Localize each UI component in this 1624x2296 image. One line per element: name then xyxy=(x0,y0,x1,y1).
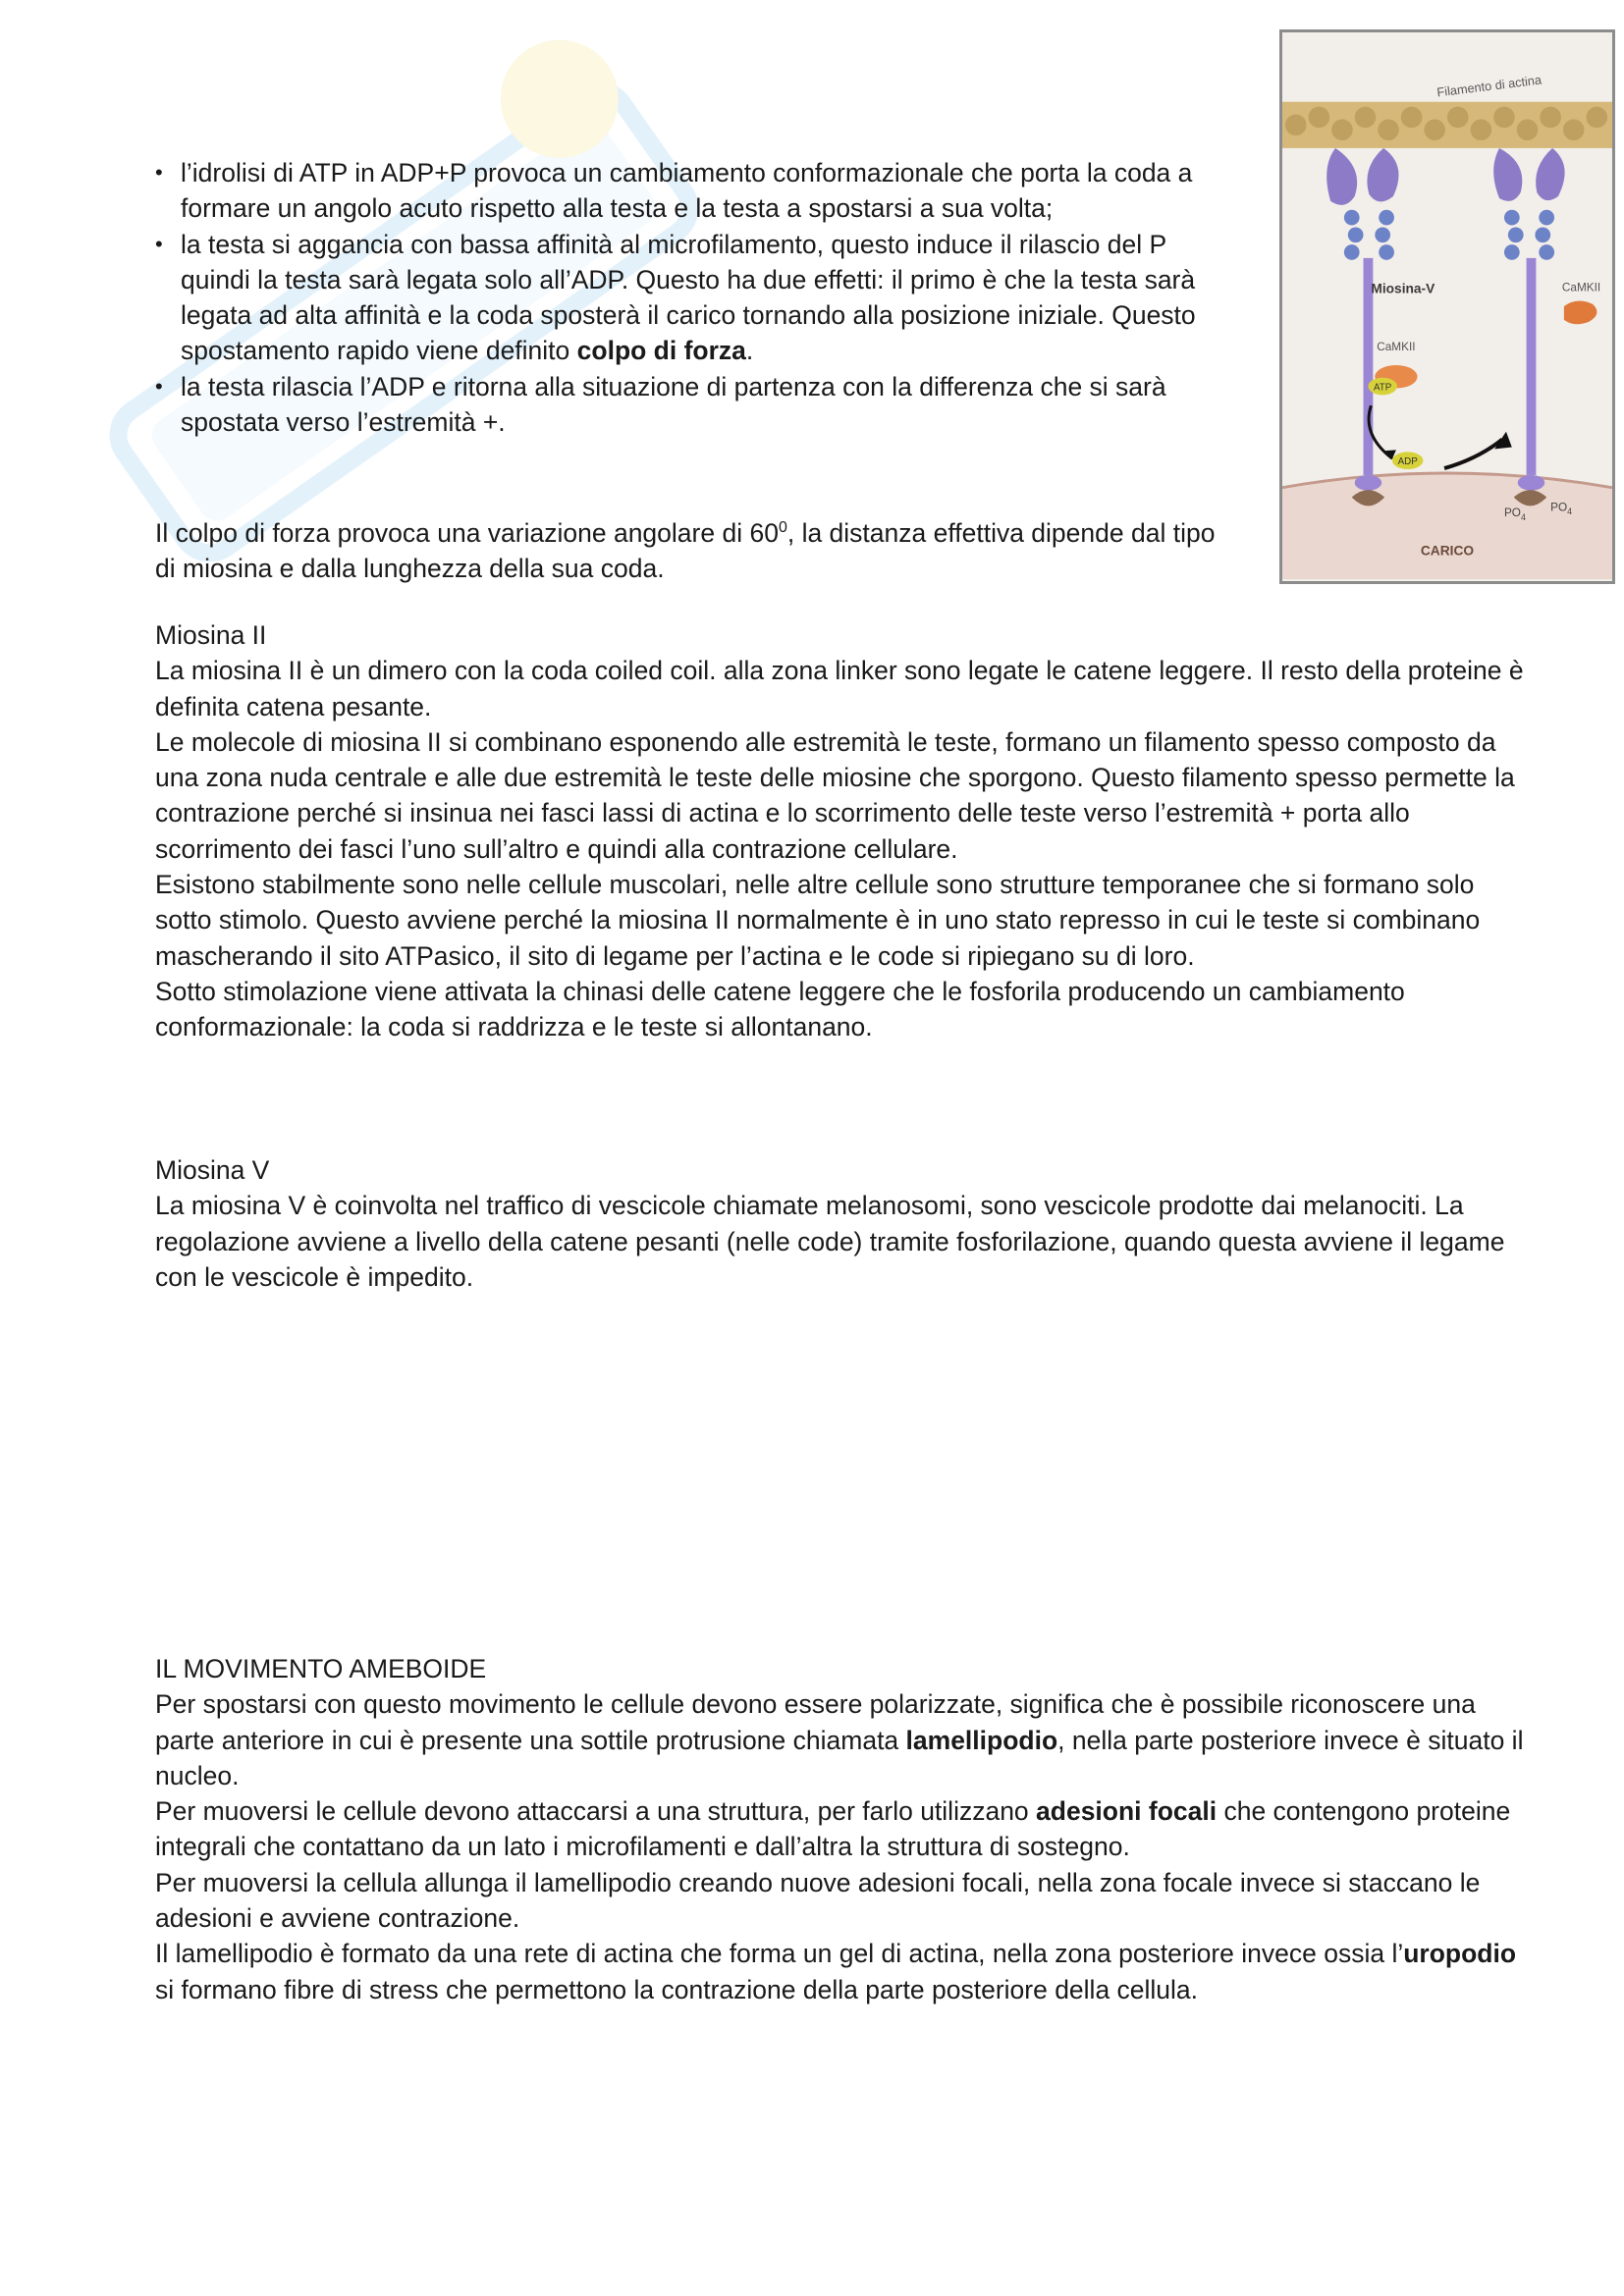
po4-right-label: $PO_4$ xyxy=(1550,501,1573,517)
paragraph: Esistono stabilmente sono nelle cellule muscolari, nelle altre cellule sono strutture temporanee che si formano solo sotto stimolo. Questo avviene perché la miosina II normalmente è in uno stato represso in cui le teste si combinano mascherando il sito ATPasico, il sito di legame per l’actina e le code si ripiegano su di loro. xyxy=(155,870,1481,971)
camkii-left-label: CaMKII xyxy=(1377,341,1416,354)
power-stroke-paragraph: Il colpo di forza provoca una variazione angolare di $60^0$, la distanza effettiva dipende dal tipo di miosina e dalla lunghezza della sua coda. xyxy=(155,517,1216,584)
term-colpo-di-forza: colpo di forza xyxy=(576,336,746,366)
section-myosin-v xyxy=(155,1152,1530,1295)
list-item: • la testa si aggancia con bassa affinità al microfilamento, questo induce il rilascio del P quindi la testa sarà legata solo all’ADP. Questo ha due effetti: il primo è che la testa sarà legata ad alta affinità e la coda sposterà il carico tornando alla posizione iniziale. Questo spostamento rapido viene definito colpo di forza. xyxy=(155,227,1235,369)
term-lamellipodio: lamellipodio xyxy=(905,1725,1058,1755)
paragraph: Sotto stimolazione viene attivata la chinasi delle catene leggere che le fosforila producendo un cambiamento conformazionale: la coda si raddrizza e le teste si allontanano. xyxy=(155,976,1405,1042)
po4-left-label: $PO_4$ xyxy=(1503,507,1526,523)
term-uropodio: uropodio xyxy=(1403,1939,1517,1969)
section-myosin-ii xyxy=(155,617,1530,1045)
term-adesioni-focali: adesioni focali xyxy=(1036,1796,1218,1827)
filament-label: Filamento di actina xyxy=(1435,72,1543,100)
cargo-label: CARICO xyxy=(1420,543,1475,559)
paragraph: Il lamellipodio è formato da una rete di actina che forma un gel di actina, nella zona posteriore invece ossia l’uropodio si formano fibre di stress che permettono la contrazione della parte posteriore della cellula. xyxy=(155,1939,1517,2004)
adp-label: ADP xyxy=(1397,456,1418,468)
myosin-right xyxy=(1493,148,1564,506)
list-item: • la testa rilascia l’ADP e ritorna alla situazione di partenza con la differenza che si sarà spostata verso l’estremità +. xyxy=(155,369,1235,441)
myosin-v-figure xyxy=(1279,29,1615,584)
myosin-v-diagram xyxy=(1282,32,1612,581)
myosin-v-label: Miosina-V xyxy=(1371,281,1435,296)
paragraph: La miosina II è un dimero con la coda coiled coil. alla zona linker sono legate le catene leggere. Il resto della proteine è definita catena pesante. xyxy=(155,656,1524,721)
section-heading: IL MOVIMENTO AMEBOIDE xyxy=(155,1654,487,1683)
section-heading: Miosina V xyxy=(155,1155,270,1185)
section-heading: Miosina II xyxy=(155,620,267,650)
list-item: • l’idrolisi di ATP in ADP+P provoca un cambiamento conformazionale che porta la coda a formare un angolo acuto rispetto alla testa e la testa a spostarsi a sua volta; xyxy=(155,155,1235,227)
paragraph: Per muoversi le cellule devono attaccarsi a una struttura, per farlo utilizzano adesioni focali che contengono proteine integrali che contattano da un lato i microfilamenti e dall’altra la struttura di sostegno. xyxy=(155,1796,1511,1862)
paragraph: La miosina V è coinvolta nel traffico di vescicole chiamate melanosomi, sono vescicole prodotte dai melanociti. La regolazione avviene a livello della catene pesanti (nelle code) tramite fosforilazione, quando questa avviene il legame con le vescicole è impedito. xyxy=(155,1191,1505,1292)
paragraph: Per muoversi la cellula allunga il lamellipodio creando nuove adesioni focali, nella zona focale invece si staccano le adesioni e avviene contrazione. xyxy=(155,1867,1481,1934)
section-amoeboid-movement xyxy=(155,1651,1530,2007)
paragraph: Le molecole di miosina II si combinano esponendo alle estremità le teste, formano un filamento spesso composto da una zona nuda centrale e alle due estremità le teste delle miosine che sporgono. Questo filamento spesso permette la contrazione perché si insinua nei fasci lassi di actina e lo scorrimento delle teste verso l’estremità + porta allo scorrimento dei fasci l’uno sull’altro e quindi alla contrazione cellulare. xyxy=(155,726,1515,864)
camkii-right-label: CaMKII xyxy=(1561,281,1601,294)
paragraph: Per spostarsi con questo movimento le cellule devono essere polarizzate, significa che è possibile riconoscere una parte anteriore in cui è presente una sottile protrusione chiamata lamellipodio, nella parte posteriore invece è situato il nucleo. xyxy=(155,1689,1524,1790)
atp-label: ATP xyxy=(1373,382,1392,394)
power-stroke-steps xyxy=(155,155,1235,440)
